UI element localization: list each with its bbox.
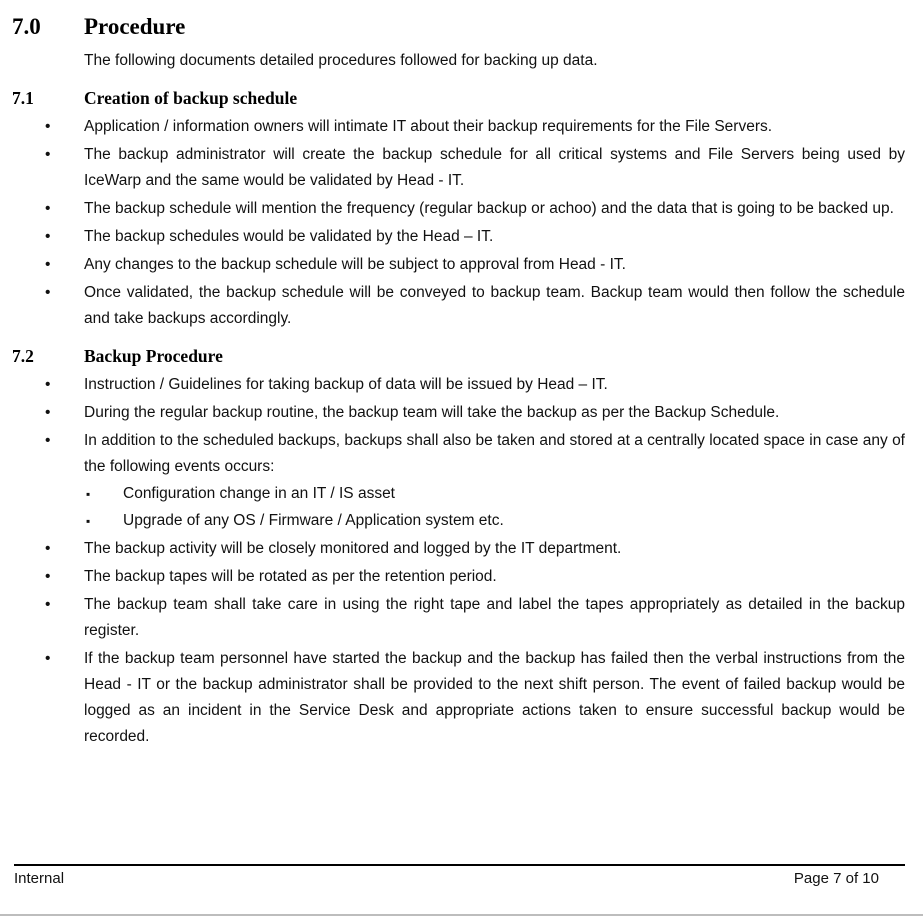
bullet-icon: • [45,256,51,273]
square-bullet-icon: ▪ [86,514,91,528]
list-item [12,252,905,278]
section-heading-7-1 [12,86,905,110]
bullet-icon: • [45,228,51,245]
list-item [12,564,905,590]
heading-number: 7.2 [12,346,34,366]
bullet-icon: • [45,404,51,421]
bullet-text: Any changes to the backup schedule will be subject to approval from Head - IT. [84,256,626,273]
list-item [12,372,905,398]
bullet-icon: • [45,650,51,667]
bullet-text: The backup schedule will mention the frequency (regular backup or achoo) and the data that is going to be backed up. [84,200,894,217]
sub-bullet-text: Upgrade of any OS / Firmware / Application system etc. [123,512,504,529]
list-item [12,536,905,562]
section-heading-7-0 [12,13,905,41]
bullet-text: If the backup team personnel have started the backup and the backup has failed then the verbal instructions from the Head - IT or the backup administrator shall be provided to the next shift person. The event of failed backup would be logged as an incident in the Service Desk and appropriate actions taken to ensure successful backup would be recorded. [84,650,905,745]
heading-number: 7.0 [12,14,41,39]
bullet-text: The backup schedules would be validated by the Head – IT. [84,228,494,245]
sub-bullet-text: Configuration change in an IT / IS asset [123,485,395,502]
bullet-text: The backup team shall take care in using the right tape and label the tapes appropriately as detailed in the backup register. [84,596,905,639]
bullet-text: Instruction / Guidelines for taking backup of data will be issued by Head – IT. [84,376,608,393]
bullet-icon: • [45,540,51,557]
page-footer [14,864,905,890]
section-heading-7-2 [12,344,905,368]
bullet-icon: • [45,376,51,393]
bullet-icon: • [45,432,51,449]
bullet-icon: • [45,284,51,301]
list-item [12,280,905,332]
bullet-text: Once validated, the backup schedule will be conveyed to backup team. Backup team would then follow the schedule and take backups accordingly. [84,284,905,327]
list-item [12,142,905,194]
page-title: Procedure [84,14,186,39]
list-item [12,196,905,222]
footer-page-number: Page 7 of 10 [793,870,879,887]
sub-list-item [84,481,905,507]
list-item [12,592,905,644]
bullet-icon: • [45,146,51,163]
bullet-text: Application / information owners will intimate IT about their backup requirements for the File Servers. [84,118,773,135]
footer-classification: Internal [14,870,65,887]
bullet-text: The backup tapes will be rotated as per the retention period. [84,568,497,585]
list-item [12,400,905,426]
list-item [12,114,905,140]
bullet-text: The backup administrator will create the backup schedule for all critical systems and File Servers being used by IceWarp and the same would be validated by Head - IT. [84,146,905,189]
intro-paragraph: The following documents detailed procedures followed for backing up data. [84,52,598,69]
heading-number: 7.1 [12,88,34,108]
sub-list-item [84,508,905,534]
bullet-text: During the regular backup routine, the backup team will take the backup as per the Backup Schedule. [84,404,780,421]
bullet-text: The backup activity will be closely monitored and logged by the IT department. [84,540,622,557]
list-item [12,646,905,750]
section-title: Creation of backup schedule [84,88,298,108]
list-item [12,224,905,250]
square-bullet-icon: ▪ [86,487,91,501]
bullet-icon: • [45,568,51,585]
bullet-icon: • [45,118,51,135]
bullet-text: In addition to the scheduled backups, backups shall also be taken and stored at a centrally located space in case any of the following events occurs: [84,432,905,475]
list-item [12,428,905,534]
section-title: Backup Procedure [84,346,223,366]
bullet-icon: • [45,596,51,613]
bullet-icon: • [45,200,51,217]
page-bottom-edge [0,914,923,916]
